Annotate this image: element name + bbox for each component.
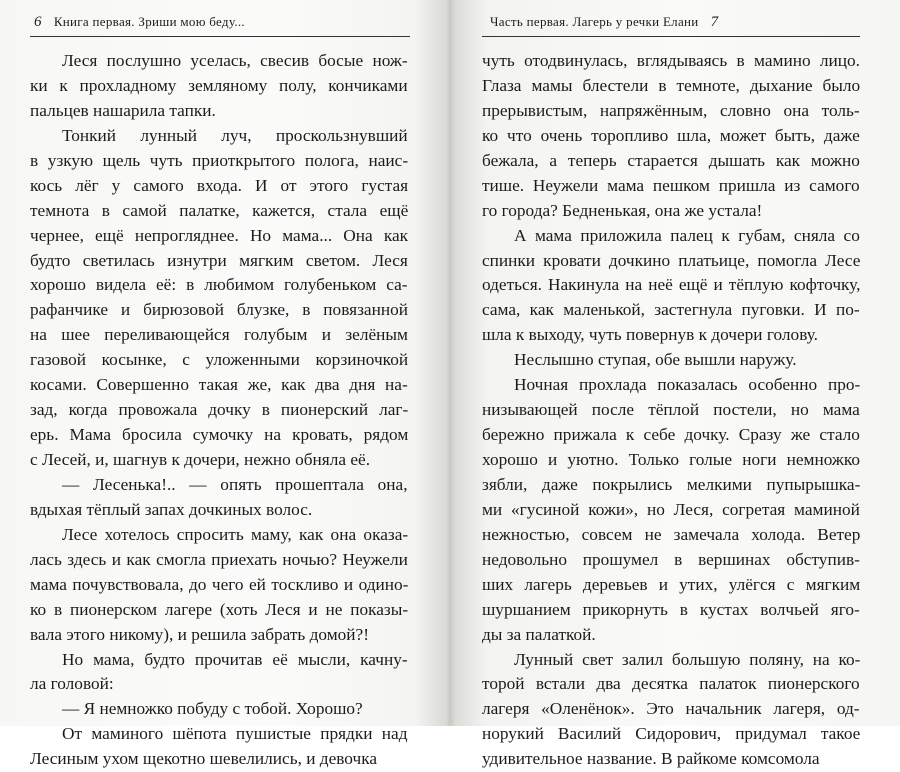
text-line: спинки кровати дочкино платьице, помогла Лесе — [482, 250, 861, 270]
right-page — [462, 0, 900, 769]
text-line: ла головой: — [30, 674, 114, 694]
text-line: ми «гусиной кожи», но Леся, согретая маминой — [482, 499, 860, 519]
page-number: 6 — [34, 14, 42, 30]
header-rule — [482, 36, 860, 37]
text-line: бережно прижала к себе дочку. Сразу же стало — [482, 425, 860, 445]
left-page — [0, 0, 440, 769]
text-line: с Лесей, и, шагнув к дочери, нежно обняла её. — [30, 450, 371, 469]
text-line: Глаза мамы блестели в темноте, дыхание было — [482, 75, 861, 95]
body-text — [482, 49, 860, 772]
text-line: рафанчике и бирюзовой блузке, в повязанной — [30, 300, 408, 320]
text-line: в узкую щель чуть приоткрытого полога, наис- — [30, 150, 409, 170]
text-line: — Лесенька!.. — опять прошептала она, — [62, 474, 408, 494]
text-line: торой встали два десятка палаток пионерского — [482, 674, 860, 694]
page-number: 7 — [710, 14, 719, 30]
text-line: ко что очень торопливо шла, может быть, даже — [482, 125, 860, 145]
text-line: А мама приложила палец к губам, сняла со — [514, 225, 860, 245]
text-line: шла к выходу, чуть повернув к дочери голову. — [482, 325, 818, 345]
text-line: ших лагерь деревьев и утих, улёгся с мягким — [482, 574, 861, 594]
text-line: одеться. Накинула на неё ещё и тёплую кофточку, — [482, 275, 861, 295]
text-line: Тонкий лунный луч, проскользнувший — [62, 125, 408, 145]
text-line: косами. Совершенно такая же, как два дня на- — [30, 375, 408, 395]
text-line: зябли, даже покрылись мелкими пупырышка- — [482, 474, 861, 494]
text-line: ды за палаткой. — [482, 624, 596, 644]
text-line: мама почувствовала, до чего ей тоскливо и одино- — [30, 574, 409, 594]
text-line: сама, как маленькой, застегнула пуговки. И по- — [482, 300, 860, 320]
text-line: Неслышно ступая, обе вышли наружу. — [514, 350, 797, 370]
text-line: го города? Бедненькая, она же устала! — [482, 200, 763, 220]
text-line: Лунный свет залил большую поляну, на ко- — [514, 649, 861, 669]
header-rule — [30, 36, 410, 37]
text-line: чуть отодвинулась, вглядываясь в мамино лицо. — [482, 51, 860, 70]
text-line: нежностью, совсем не замечала холода. Ветер — [482, 524, 861, 544]
text-line: пальцев нашарила тапки. — [30, 100, 216, 120]
text-line: чернее, ещё непрогляднее. Но мама... Она как — [30, 225, 409, 245]
text-line: шуршанием прикорнуть в кустах волчьей яго- — [482, 599, 860, 619]
text-line: Лесе хотелось спросить маму, как она оказа- — [62, 524, 409, 544]
text-line: ерь. Мама бросила сумочку на кровать, рядом — [30, 425, 409, 445]
text-line: будто светилась изнутри мягким светом. Леся — [30, 250, 408, 270]
text-line: От маминого шёпота пушистые прядки над — [62, 724, 408, 744]
running-header — [490, 14, 718, 31]
text-line: прерывистым, напряжённым, словно она толь- — [482, 100, 860, 120]
header-title: Книга первая. Зриши мою беду... — [53, 14, 245, 29]
text-line: — Я немножко побуду с тобой. Хорошо? — [62, 699, 363, 719]
text-line: хорошо и уютно. Только голые ноги немножко — [482, 450, 861, 469]
text-line: лагеря «Оленёнок». Это начальник лагеря, од- — [482, 699, 860, 719]
text-line: тише. Неужели мама пешком пришла из самого — [482, 175, 860, 195]
body-text — [30, 49, 408, 772]
text-line: Но мама, будто прочитав её мысли, качну- — [62, 649, 408, 669]
text-line: бежала, а теперь старается дышать как можно — [482, 150, 860, 170]
text-line: Леся послушно уселась, свесив босые нож- — [62, 51, 408, 70]
text-line: хорошо видела её: в любимом голубеньком са- — [30, 275, 408, 295]
text-line: вдыхая тёплый запах дочкиных волос. — [30, 499, 313, 519]
text-line: недовольно прошумел в вершинах обступив- — [482, 549, 860, 569]
text-line: газовой косынке, с уложенными корзиночкой — [30, 350, 409, 370]
text-line: зад, когда провожала дочку в пионерский лаг- — [30, 400, 409, 420]
text-line: лась здесь и как смогла приехать ночью? Неужели — [30, 549, 408, 569]
text-line: темнота в самой палатке, кажется, стала ещё — [30, 200, 409, 220]
header-title: Часть первая. Лагерь у речки Елани — [490, 14, 699, 29]
text-line: ко в пионерском лагере (хоть Леся и не показы- — [30, 599, 409, 619]
text-line: на шее переливающейся голубым и зелёным — [30, 325, 408, 345]
text-line: низывающей после тёплой постели, но мама — [482, 400, 860, 420]
text-line: Ночная прохлада показалась особенно про- — [514, 375, 861, 395]
text-line: удивительное название. В райкоме комсомола — [482, 749, 820, 769]
text-line: норукий Василий Сидорович, придумал такое — [482, 724, 861, 744]
text-line: вала этого никому), и решила забрать домой?! — [30, 624, 369, 644]
text-line: ки к прохладному земляному полу, кончиками — [30, 75, 408, 95]
text-line: кось лёг у самого входа. И от этого густая — [30, 175, 409, 195]
text-line: Лесиным ухом щекотно шевелились, и девочка — [30, 749, 377, 769]
running-header — [34, 14, 245, 31]
